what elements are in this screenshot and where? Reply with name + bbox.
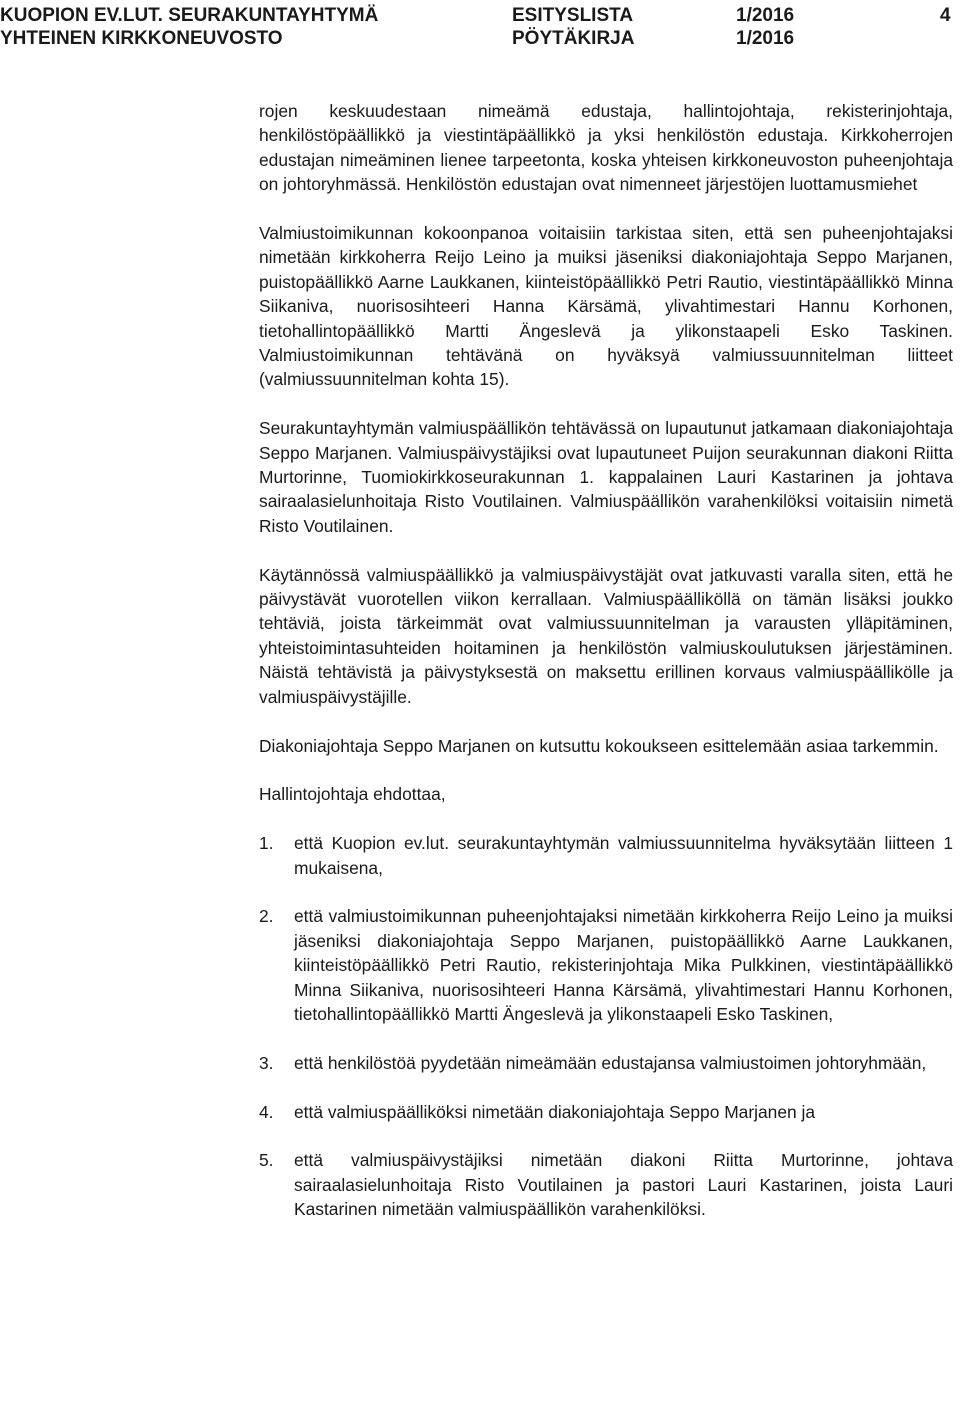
- proposal-list: [259, 831, 953, 1221]
- document-body: [259, 99, 953, 1222]
- paragraph-on-call-duties: Käytännössä valmiuspäällikkö ja valmiuspäivystäjät ovat jatkuvasti varalla siten, että he päivystävät vuorotellen viikon kerrallaan. Valmiuspäälliköllä on tämän lisäksi joukko tehtäviä, joista tärkeimmät ovat valmiussuunnitelman ja varausten ylläpitäminen, yhteistoimintasuhteiden hoitaminen ja henkilöstön valmiuskoulutuksen järjestäminen. Näistä tehtävistä ja päivystyksestä on maksettu erillinen korvaus valmiuspäällikölle ja valmiuspäivystäjille.: [259, 564, 953, 707]
- proposal-text: että Kuopion ev.lut. seurakuntayhtymän valmiussuunnitelma hyväksytään liitteen 1 mukaisena,: [294, 833, 953, 878]
- paragraph-presenter: Diakoniajohtaja Seppo Marjanen on kutsuttu kokoukseen esittelemään asiaa tarkemmin.: [259, 735, 939, 756]
- proposal-item: [259, 1051, 953, 1075]
- proposal-number: 3.: [259, 1052, 274, 1073]
- page-number: 4: [940, 5, 951, 26]
- proposal-number: 4.: [259, 1101, 274, 1122]
- organization-name: KUOPION EV.LUT. SEURAKUNTAYHTYMÄ: [0, 5, 379, 26]
- proposal-item: [259, 831, 953, 880]
- proposal-item: [259, 1100, 953, 1124]
- proposal-number: 1.: [259, 833, 274, 854]
- council-name: YHTEINEN KIRKKONEUVOSTO: [0, 28, 283, 49]
- paragraph-committee-composition: Valmiustoimikunnan kokoonpanoa voitaisiin tarkistaa siten, että sen puheenjohtajaksi nimetään kirkkoherra Reijo Leino ja muiksi jäseniksi diakoniajohtaja Seppo Marjanen, puistopäällikkö Aarne Laukkanen, kiinteistöpäällikkö Petri Rautio, viestintäpäällikkö Minna Siikaniva, nuorisosihteeri Hanna Kärsämä, ylivahtimestari Hannu Korhonen, tietohallintopäällikkö Martti Ängeslevä ja ylikonstaapeli Esko Taskinen. Valmiustoimikunnan tehtävänä on hyväksyä valmiussuunnitelman liitteet (valmiussuunnitelman kohta 15).: [259, 223, 953, 390]
- doc-type-minutes: PÖYTÄKIRJA: [512, 28, 635, 49]
- minutes-number: 1/2016: [736, 28, 795, 49]
- agenda-number: 1/2016: [736, 5, 795, 26]
- proposal-text: että valmiustoimikunnan puheenjohtajaksi nimetään kirkkoherra Reijo Leino ja muiksi jäseniksi diakoniajohtaja Seppo Marjanen, puistopäällikkö Aarne Laukkanen, kiinteistöpäällikkö Petri Rautio, rekisterinjohtaja Mika Pulkkinen, viestintäpäällikkö Minna Siikaniva, nuorisosihteeri Hanna Kärsämä, ylivahtimestari Hannu Korhonen, tietohallintopäällikkö Martti Ängeslevä ja ylikonstaapeli Esko Taskinen,: [294, 906, 953, 1024]
- proposal-text: että henkilöstöä pyydetään nimeämään edustajansa valmiustoimen johtoryhmään,: [294, 1052, 927, 1073]
- document-header: [0, 4, 960, 50]
- paragraph-management-group: rojen keskuudestaan nimeämä edustaja, hallintojohtaja, rekisterinjohtaja, henkilöstöpäällikkö ja viestintäpäällikkö ja yksi henkilöstön edustaja. Kirkkoherrojen edustajan nimeäminen lienee tarpeetonta, koska yhteisen kirkkoneuvoston puheenjohtaja on johtoryhmässä. Henkilöstön edustajan ovat nimenneet järjestöjen luottamusmiehet: [259, 101, 953, 195]
- proposal-text: että valmiuspäivystäjiksi nimetään diakoni Riitta Murtorinne, johtava sairaalasielunhoitaja Risto Voutilainen ja pastori Lauri Kastarinen, joista Lauri Kastarinen nimetään valmiuspäällikön varahenkilöksi.: [294, 1150, 953, 1220]
- doc-type-agenda: ESITYSLISTA: [512, 5, 634, 26]
- paragraph-readiness-chief: Seurakuntayhtymän valmiuspäällikön tehtävässä on lupautunut jatkamaan diakoniajohtaja Seppo Marjanen. Valmiuspäivystäjiksi ovat lupautuneet Puijon seurakunnan diakoni Riitta Murtorinne, Tuomiokirkkoseurakunnan 1. kappalainen Lauri Kastarinen ja johtava sairaalasielunhoitaja Risto Voutilainen. Valmiuspäällikön varahenkilöksi voitaisiin nimetä Risto Voutilainen.: [259, 418, 953, 536]
- proposal-number: 2.: [259, 906, 274, 927]
- proposal-item: [259, 1148, 953, 1221]
- proposal-item: [259, 904, 953, 1026]
- proposal-intro: Hallintojohtaja ehdottaa,: [259, 784, 446, 805]
- proposal-number: 5.: [259, 1150, 274, 1171]
- proposal-text: että valmiuspäälliköksi nimetään diakoniajohtaja Seppo Marjanen ja: [294, 1101, 816, 1122]
